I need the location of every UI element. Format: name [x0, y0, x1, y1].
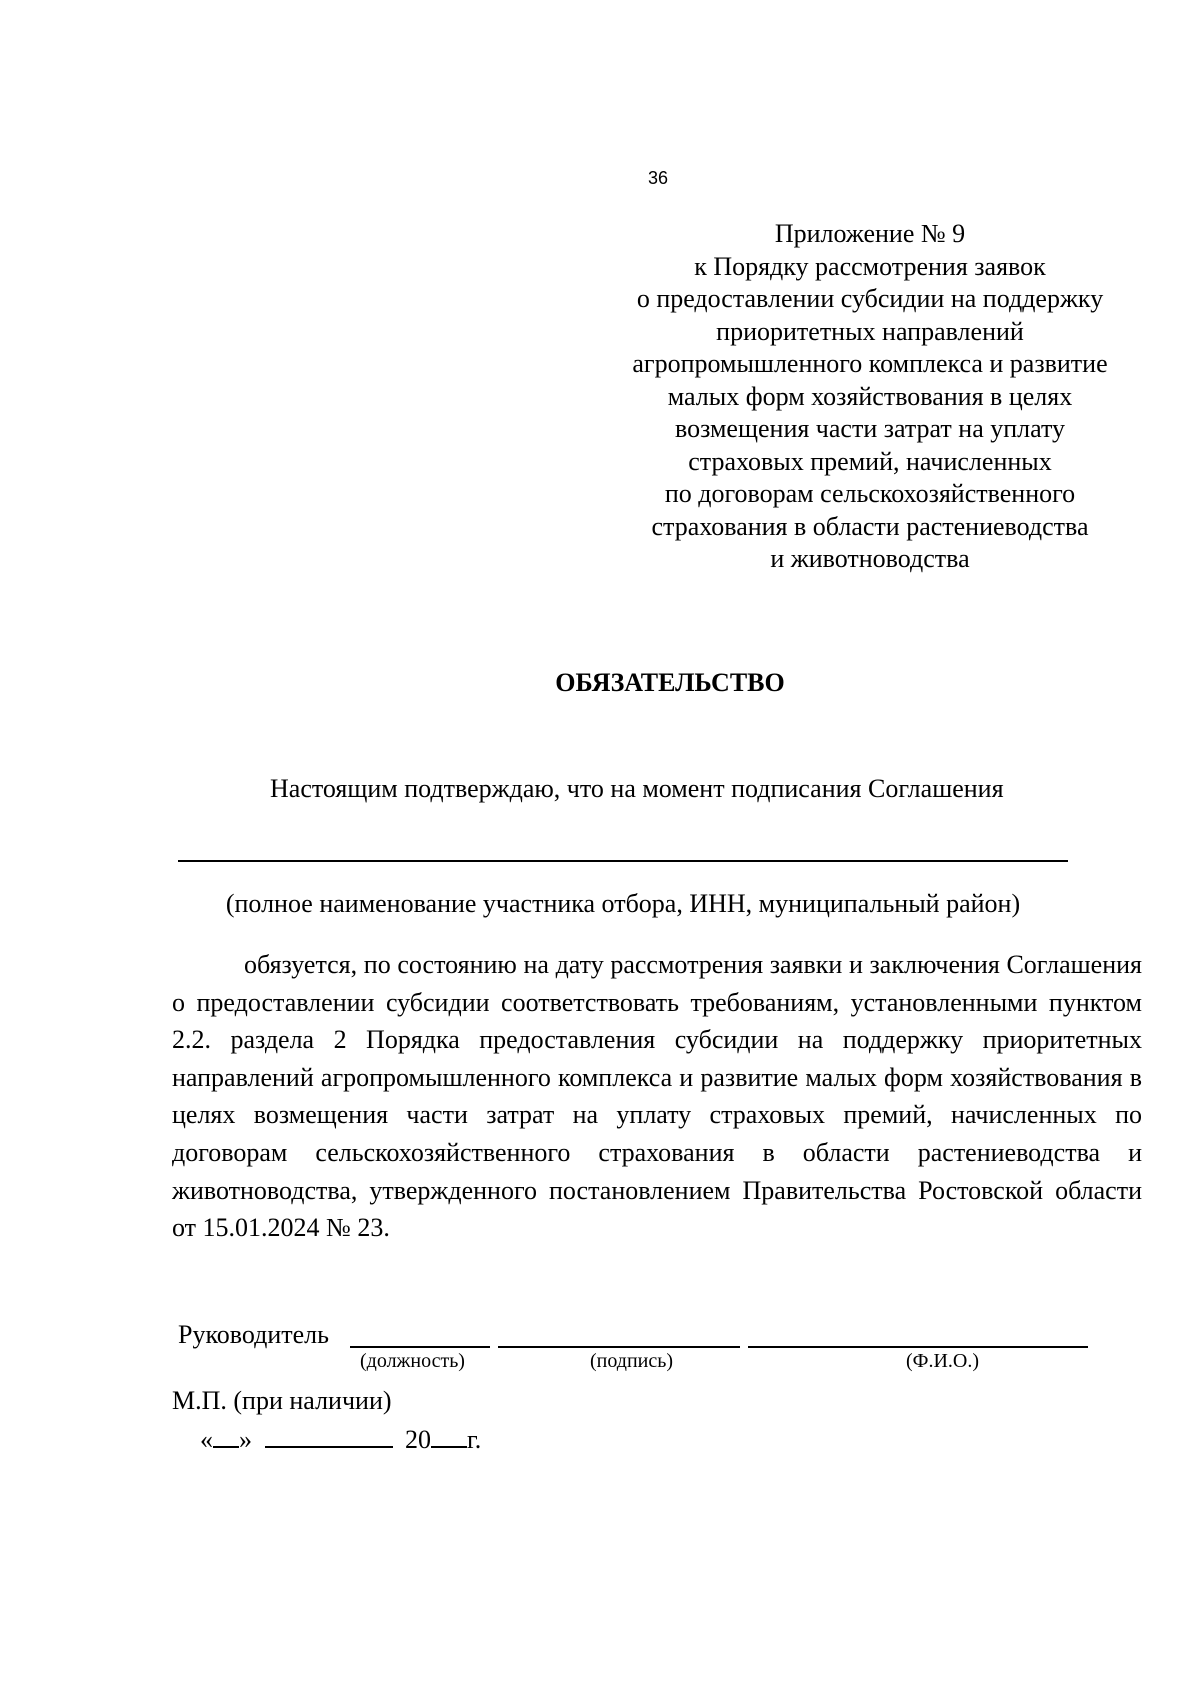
participant-name-caption: (полное наименование участника отбора, ИНН, муниципальный район)	[225, 889, 1021, 918]
page-number: 36	[648, 168, 669, 188]
appendix-line: возмещения части затрат на уплату	[674, 414, 1066, 443]
date-line	[200, 1424, 481, 1455]
date-close-quote: »	[239, 1425, 252, 1454]
signature-label: Руководитель	[178, 1320, 329, 1349]
date-open-quote: «	[200, 1425, 213, 1454]
position-caption: (должность)	[360, 1350, 465, 1372]
full-name-field[interactable]	[748, 1346, 1088, 1348]
intro-text: Настоящим подтверждаю, что на момент подписания Соглашения	[270, 774, 1004, 803]
month-field[interactable]	[265, 1424, 393, 1448]
name-caption: (Ф.И.О.)	[906, 1350, 980, 1372]
signature-field[interactable]	[498, 1346, 740, 1348]
day-field[interactable]	[213, 1424, 239, 1448]
year-prefix: 20	[405, 1425, 431, 1454]
signature-caption: (подпись)	[590, 1350, 674, 1372]
year-field[interactable]	[431, 1424, 467, 1448]
appendix-line: приоритетных направлений	[716, 316, 1024, 346]
appendix-line: о предоставлении субсидии на поддержку	[636, 284, 1104, 313]
appendix-line: и животноводства	[770, 544, 970, 573]
appendix-line: страховых премий, начисленных	[688, 446, 1052, 476]
appendix-line: Приложение № 9	[774, 219, 966, 248]
participant-name-field[interactable]	[178, 860, 1068, 862]
stamp-label: М.П. (при наличии)	[172, 1386, 392, 1415]
document-title: ОБЯЗАТЕЛЬСТВО	[555, 668, 785, 697]
appendix-line: к Порядку рассмотрения заявок	[694, 251, 1046, 281]
appendix-header	[600, 218, 1140, 576]
appendix-line: агропромышленного комплекса и развитие	[632, 349, 1108, 378]
appendix-line: по договорам сельскохозяйственного	[664, 479, 1076, 508]
obligation-body: обязуется, по состоянию на дату рассмотрения заявки и заключения Соглашения о предоставлении субсидии соответствовать требованиям, установленными пунктом 2.2. раздела 2 Порядка предоставления субсидии на поддержку приоритетных направлений агропромышленного комплекса и развитие малых форм хозяйствования в целях возмещения части затрат на уплату страховых премий, начисленных по договорам сельскохозяйственного страхования в области растениеводства и животноводства, утвержденного постановлением Правительства Ростовской области от 15.01.2024 № 23.	[172, 950, 1142, 1243]
year-suffix: г.	[467, 1425, 482, 1454]
appendix-line: страхования в области растениеводства	[651, 511, 1089, 541]
position-field[interactable]	[350, 1346, 490, 1348]
appendix-line: малых форм хозяйствования в целях	[667, 381, 1073, 411]
